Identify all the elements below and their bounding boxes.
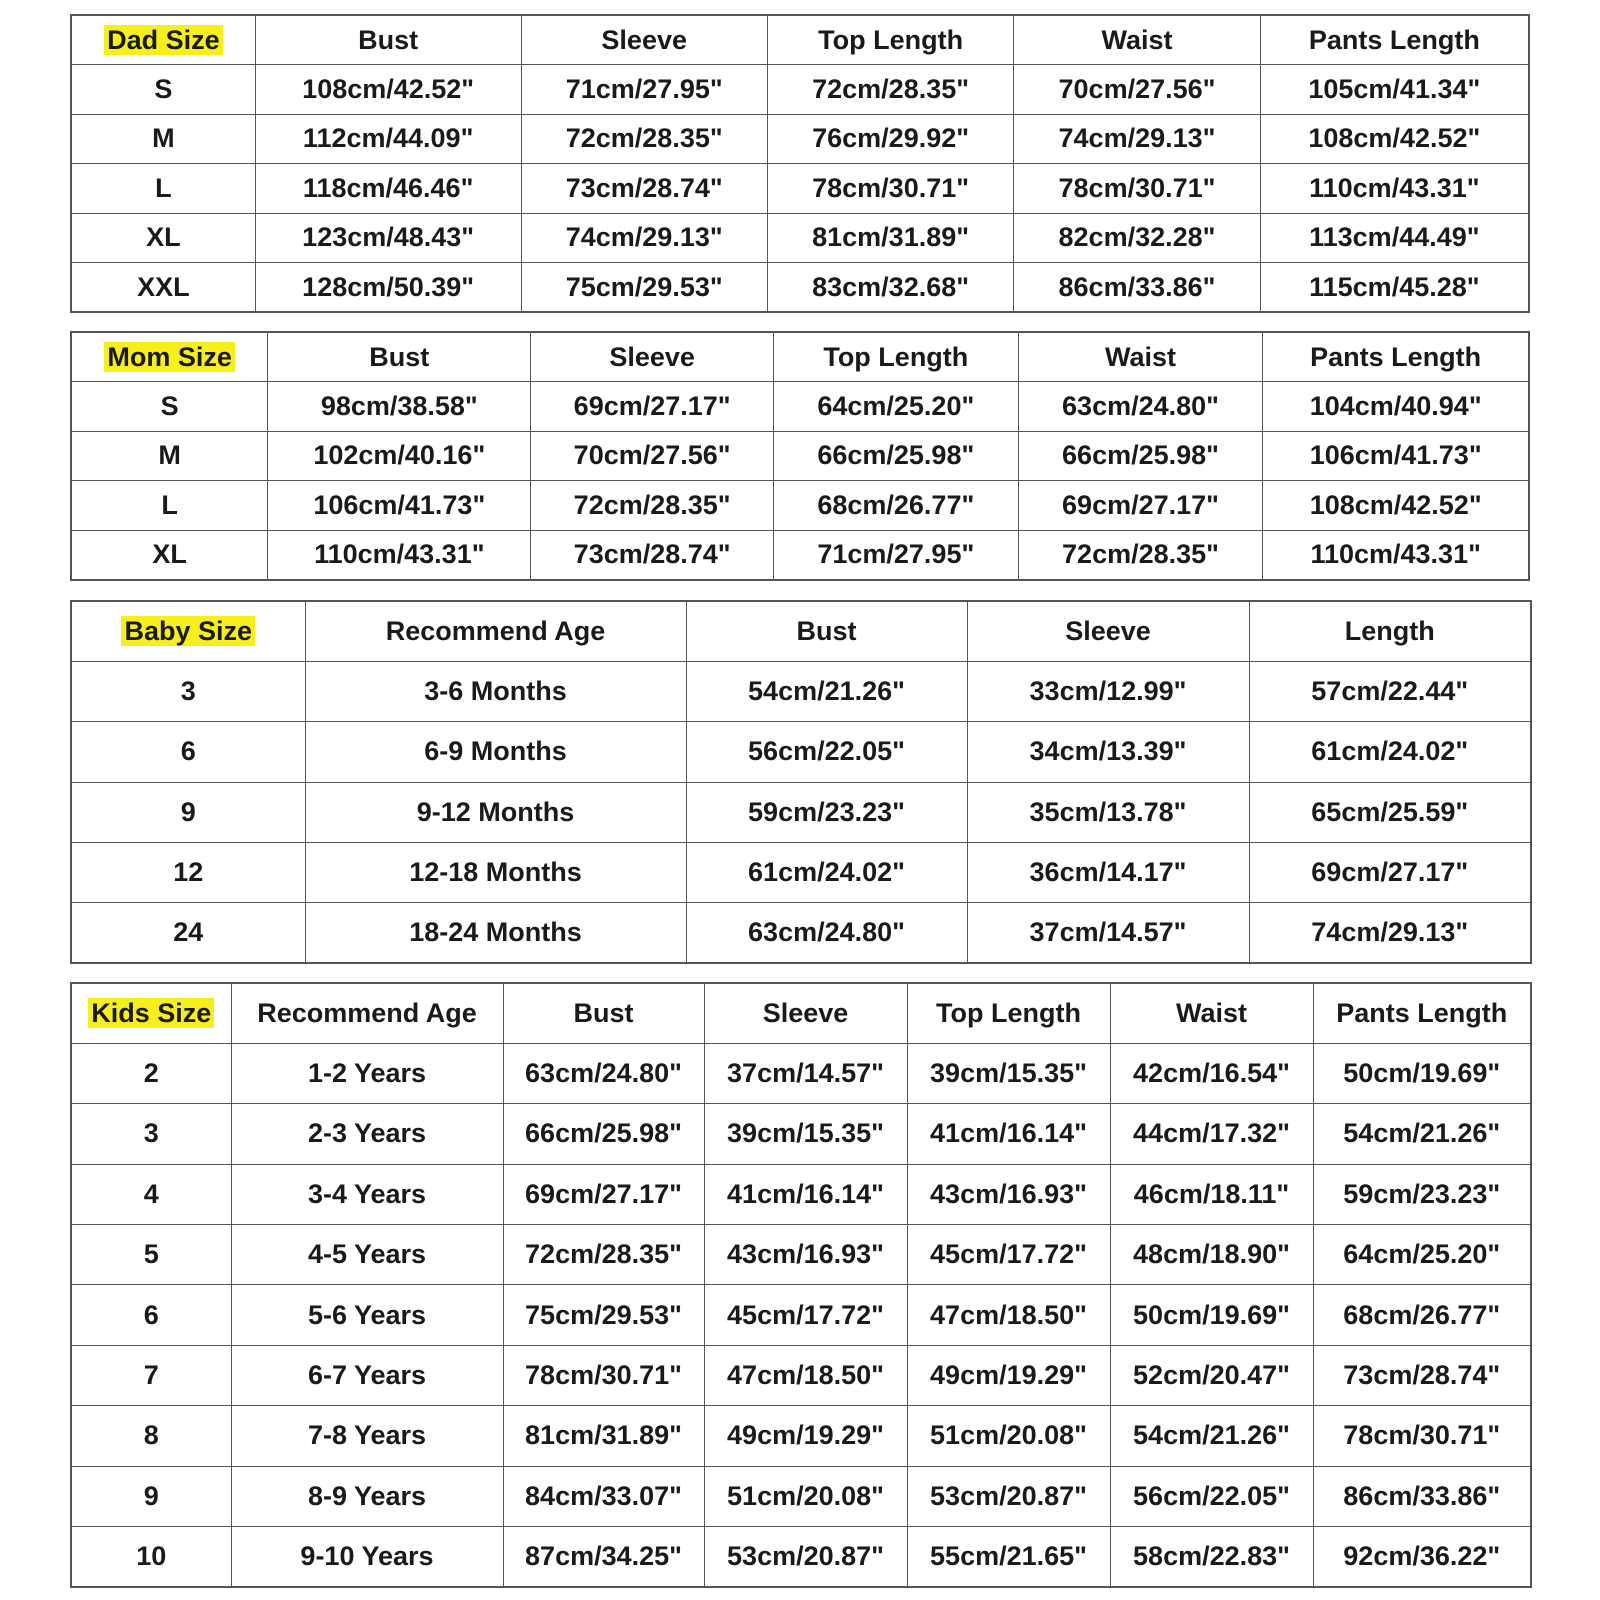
measurement-cell: 53cm/20.87": [704, 1527, 907, 1587]
baby-size-table: [70, 600, 1532, 964]
measurement-cell: 72cm/28.35": [1018, 530, 1263, 580]
size-label-cell: S: [71, 65, 255, 115]
column-header: Sleeve: [704, 983, 907, 1043]
column-header: Pants Length: [1260, 15, 1529, 65]
column-header: Waist: [1014, 15, 1260, 65]
measurement-cell: 64cm/25.20": [773, 382, 1018, 432]
size-label-cell: 3: [71, 1104, 231, 1164]
measurement-cell: 49cm/19.29": [704, 1406, 907, 1466]
measurement-cell: 105cm/41.34": [1260, 65, 1529, 115]
measurement-cell: 34cm/13.39": [967, 722, 1249, 782]
column-header: Waist: [1110, 983, 1313, 1043]
table-row: [71, 263, 1529, 313]
table-row: [71, 1225, 1531, 1285]
table-row: [71, 782, 1531, 842]
table-row: [71, 431, 1529, 481]
measurement-cell: 8-9 Years: [231, 1466, 503, 1526]
column-header: Bust: [503, 983, 704, 1043]
size-label-cell: XL: [71, 530, 268, 580]
column-header: Length: [1249, 601, 1531, 661]
table-row: [71, 1043, 1531, 1103]
measurement-cell: 46cm/18.11": [1110, 1164, 1313, 1224]
measurement-cell: 69cm/27.17": [503, 1164, 704, 1224]
measurement-cell: 70cm/27.56": [531, 431, 774, 481]
measurement-cell: 72cm/28.35": [521, 114, 767, 164]
measurement-cell: 115cm/45.28": [1260, 263, 1529, 313]
measurement-cell: 59cm/23.23": [1313, 1164, 1531, 1224]
column-header: Top Length: [773, 332, 1018, 382]
measurement-cell: 74cm/29.13": [521, 213, 767, 263]
measurement-cell: 43cm/16.93": [704, 1225, 907, 1285]
measurement-cell: 69cm/27.17": [1018, 481, 1263, 531]
measurement-cell: 66cm/25.98": [503, 1104, 704, 1164]
measurement-cell: 51cm/20.08": [704, 1466, 907, 1526]
column-header: Pants Length: [1313, 983, 1531, 1043]
measurement-cell: 41cm/16.14": [704, 1164, 907, 1224]
size-title-highlight: Kids Size: [88, 998, 214, 1028]
size-label-cell: 12: [71, 843, 305, 903]
measurement-cell: 73cm/28.74": [1313, 1345, 1531, 1405]
measurement-cell: 45cm/17.72": [907, 1225, 1110, 1285]
table-row: [71, 903, 1531, 963]
measurement-cell: 78cm/30.71": [1014, 164, 1260, 214]
measurement-cell: 12-18 Months: [305, 843, 686, 903]
column-header: Waist: [1018, 332, 1263, 382]
size-label-cell: S: [71, 382, 268, 432]
size-column-header: [71, 15, 255, 65]
measurement-cell: 63cm/24.80": [503, 1043, 704, 1103]
measurement-cell: 73cm/28.74": [521, 164, 767, 214]
measurement-cell: 42cm/16.54": [1110, 1043, 1313, 1103]
size-label-cell: M: [71, 114, 255, 164]
measurement-cell: 63cm/24.80": [686, 903, 967, 963]
measurement-cell: 58cm/22.83": [1110, 1527, 1313, 1587]
size-label-cell: 8: [71, 1406, 231, 1466]
table-header-row: [71, 15, 1529, 65]
size-column-header: [71, 601, 305, 661]
table-row: [71, 1406, 1531, 1466]
size-label-cell: M: [71, 431, 268, 481]
size-label-cell: 6: [71, 1285, 231, 1345]
size-label-cell: 3: [71, 661, 305, 721]
measurement-cell: 78cm/30.71": [767, 164, 1013, 214]
size-label-cell: L: [71, 481, 268, 531]
measurement-cell: 66cm/25.98": [1018, 431, 1263, 481]
measurement-cell: 108cm/42.52": [1263, 481, 1529, 531]
table-row: [71, 1345, 1531, 1405]
measurement-cell: 9-12 Months: [305, 782, 686, 842]
size-label-cell: L: [71, 164, 255, 214]
table-row: [71, 1164, 1531, 1224]
measurement-cell: 47cm/18.50": [907, 1285, 1110, 1345]
measurement-cell: 54cm/21.26": [1313, 1104, 1531, 1164]
mom-size-table: [70, 331, 1530, 581]
measurement-cell: 118cm/46.46": [255, 164, 521, 214]
measurement-cell: 9-10 Years: [231, 1527, 503, 1587]
measurement-cell: 72cm/28.35": [503, 1225, 704, 1285]
size-title-highlight: Dad Size: [104, 25, 223, 55]
measurement-cell: 45cm/17.72": [704, 1285, 907, 1345]
table-row: [71, 481, 1529, 531]
size-label-cell: XL: [71, 213, 255, 263]
measurement-cell: 47cm/18.50": [704, 1345, 907, 1405]
measurement-cell: 66cm/25.98": [773, 431, 1018, 481]
measurement-cell: 108cm/42.52": [1260, 114, 1529, 164]
measurement-cell: 63cm/24.80": [1018, 382, 1263, 432]
measurement-cell: 56cm/22.05": [686, 722, 967, 782]
measurement-cell: 41cm/16.14": [907, 1104, 1110, 1164]
measurement-cell: 55cm/21.65": [907, 1527, 1110, 1587]
measurement-cell: 49cm/19.29": [907, 1345, 1110, 1405]
column-header: Pants Length: [1263, 332, 1529, 382]
measurement-cell: 50cm/19.69": [1313, 1043, 1531, 1103]
measurement-cell: 36cm/14.17": [967, 843, 1249, 903]
table-row: [71, 1466, 1531, 1526]
measurement-cell: 39cm/15.35": [907, 1043, 1110, 1103]
measurement-cell: 54cm/21.26": [686, 661, 967, 721]
measurement-cell: 53cm/20.87": [907, 1466, 1110, 1526]
table-row: [71, 1527, 1531, 1587]
measurement-cell: 39cm/15.35": [704, 1104, 907, 1164]
measurement-cell: 81cm/31.89": [503, 1406, 704, 1466]
measurement-cell: 68cm/26.77": [1313, 1285, 1531, 1345]
measurement-cell: 5-6 Years: [231, 1285, 503, 1345]
measurement-cell: 1-2 Years: [231, 1043, 503, 1103]
measurement-cell: 74cm/29.13": [1249, 903, 1531, 963]
size-label-cell: 9: [71, 1466, 231, 1526]
measurement-cell: 112cm/44.09": [255, 114, 521, 164]
measurement-cell: 2-3 Years: [231, 1104, 503, 1164]
column-header: Sleeve: [967, 601, 1249, 661]
measurement-cell: 73cm/28.74": [531, 530, 774, 580]
measurement-cell: 70cm/27.56": [1014, 65, 1260, 115]
measurement-cell: 57cm/22.44": [1249, 661, 1531, 721]
measurement-cell: 59cm/23.23": [686, 782, 967, 842]
measurement-cell: 37cm/14.57": [967, 903, 1249, 963]
measurement-cell: 92cm/36.22": [1313, 1527, 1531, 1587]
measurement-cell: 98cm/38.58": [268, 382, 531, 432]
table-row: [71, 1285, 1531, 1345]
table-row: [71, 530, 1529, 580]
column-header: Bust: [255, 15, 521, 65]
measurement-cell: 102cm/40.16": [268, 431, 531, 481]
measurement-cell: 43cm/16.93": [907, 1164, 1110, 1224]
measurement-cell: 75cm/29.53": [503, 1285, 704, 1345]
measurement-cell: 123cm/48.43": [255, 213, 521, 263]
measurement-cell: 72cm/28.35": [531, 481, 774, 531]
measurement-cell: 4-5 Years: [231, 1225, 503, 1285]
measurement-cell: 110cm/43.31": [268, 530, 531, 580]
table-row: [71, 164, 1529, 214]
measurement-cell: 106cm/41.73": [1263, 431, 1529, 481]
measurement-cell: 81cm/31.89": [767, 213, 1013, 263]
table-row: [71, 213, 1529, 263]
measurement-cell: 78cm/30.71": [1313, 1406, 1531, 1466]
measurement-cell: 84cm/33.07": [503, 1466, 704, 1526]
measurement-cell: 74cm/29.13": [1014, 114, 1260, 164]
measurement-cell: 86cm/33.86": [1313, 1466, 1531, 1526]
measurement-cell: 50cm/19.69": [1110, 1285, 1313, 1345]
table-row: [71, 722, 1531, 782]
measurement-cell: 33cm/12.99": [967, 661, 1249, 721]
size-label-cell: 4: [71, 1164, 231, 1224]
measurement-cell: 76cm/29.92": [767, 114, 1013, 164]
measurement-cell: 128cm/50.39": [255, 263, 521, 313]
measurement-cell: 110cm/43.31": [1260, 164, 1529, 214]
measurement-cell: 37cm/14.57": [704, 1043, 907, 1103]
measurement-cell: 75cm/29.53": [521, 263, 767, 313]
measurement-cell: 64cm/25.20": [1313, 1225, 1531, 1285]
measurement-cell: 78cm/30.71": [503, 1345, 704, 1405]
measurement-cell: 7-8 Years: [231, 1406, 503, 1466]
table-row: [71, 1104, 1531, 1164]
size-title-highlight: Mom Size: [104, 342, 235, 372]
measurement-cell: 83cm/32.68": [767, 263, 1013, 313]
table-header-row: [71, 601, 1531, 661]
column-header: Sleeve: [531, 332, 774, 382]
measurement-cell: 68cm/26.77": [773, 481, 1018, 531]
column-header: Bust: [686, 601, 967, 661]
measurement-cell: 65cm/25.59": [1249, 782, 1531, 842]
measurement-cell: 86cm/33.86": [1014, 263, 1260, 313]
measurement-cell: 48cm/18.90": [1110, 1225, 1313, 1285]
column-header: Sleeve: [521, 15, 767, 65]
size-label-cell: 2: [71, 1043, 231, 1103]
measurement-cell: 6-9 Months: [305, 722, 686, 782]
measurement-cell: 52cm/20.47": [1110, 1345, 1313, 1405]
column-header: Bust: [268, 332, 531, 382]
column-header: Recommend Age: [305, 601, 686, 661]
table-row: [71, 843, 1531, 903]
measurement-cell: 72cm/28.35": [767, 65, 1013, 115]
measurement-cell: 54cm/21.26": [1110, 1406, 1313, 1466]
size-column-header: [71, 983, 231, 1043]
measurement-cell: 82cm/32.28": [1014, 213, 1260, 263]
measurement-cell: 69cm/27.17": [1249, 843, 1531, 903]
measurement-cell: 71cm/27.95": [521, 65, 767, 115]
measurement-cell: 35cm/13.78": [967, 782, 1249, 842]
size-label-cell: XXL: [71, 263, 255, 313]
measurement-cell: 51cm/20.08": [907, 1406, 1110, 1466]
measurement-cell: 61cm/24.02": [1249, 722, 1531, 782]
table-row: [71, 114, 1529, 164]
size-label-cell: 24: [71, 903, 305, 963]
size-label-cell: 10: [71, 1527, 231, 1587]
measurement-cell: 108cm/42.52": [255, 65, 521, 115]
measurement-cell: 110cm/43.31": [1263, 530, 1529, 580]
column-header: Recommend Age: [231, 983, 503, 1043]
column-header: Top Length: [907, 983, 1110, 1043]
size-column-header: [71, 332, 268, 382]
size-label-cell: 6: [71, 722, 305, 782]
measurement-cell: 18-24 Months: [305, 903, 686, 963]
measurement-cell: 106cm/41.73": [268, 481, 531, 531]
dad-size-table: [70, 14, 1530, 313]
measurement-cell: 113cm/44.49": [1260, 213, 1529, 263]
measurement-cell: 3-6 Months: [305, 661, 686, 721]
measurement-cell: 104cm/40.94": [1263, 382, 1529, 432]
size-label-cell: 7: [71, 1345, 231, 1405]
table-row: [71, 65, 1529, 115]
measurement-cell: 87cm/34.25": [503, 1527, 704, 1587]
measurement-cell: 3-4 Years: [231, 1164, 503, 1224]
column-header: Top Length: [767, 15, 1013, 65]
measurement-cell: 69cm/27.17": [531, 382, 774, 432]
measurement-cell: 71cm/27.95": [773, 530, 1018, 580]
measurement-cell: 56cm/22.05": [1110, 1466, 1313, 1526]
table-header-row: [71, 332, 1529, 382]
size-title-highlight: Baby Size: [121, 616, 255, 646]
measurement-cell: 6-7 Years: [231, 1345, 503, 1405]
size-label-cell: 9: [71, 782, 305, 842]
table-row: [71, 382, 1529, 432]
table-header-row: [71, 983, 1531, 1043]
table-row: [71, 661, 1531, 721]
kids-size-table: [70, 982, 1532, 1588]
measurement-cell: 44cm/17.32": [1110, 1104, 1313, 1164]
size-label-cell: 5: [71, 1225, 231, 1285]
measurement-cell: 61cm/24.02": [686, 843, 967, 903]
